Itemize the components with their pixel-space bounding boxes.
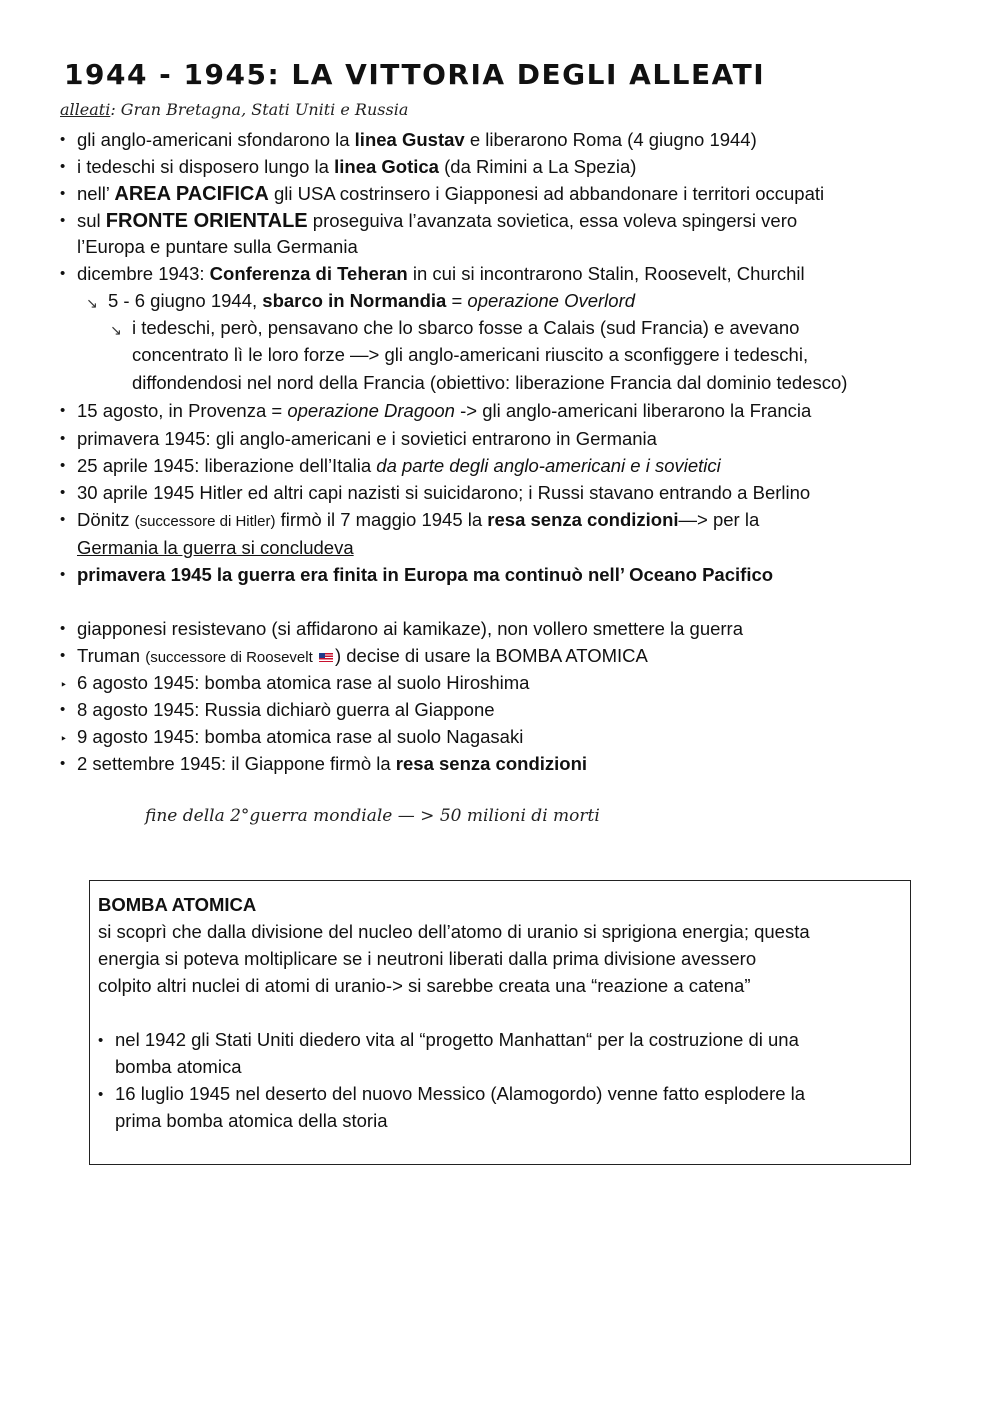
- text-span: 2 settembre 1945: il Giappone firmò la: [77, 753, 396, 774]
- bullet-icon: •: [60, 265, 66, 282]
- sub-item-text: [108, 289, 635, 313]
- sub-item-text: diffondendosi nel nord della Francia (obiettivo: liberazione Francia dal dominio tedesco): [132, 372, 848, 393]
- text-span: dicembre 1943:: [77, 263, 210, 284]
- box-title: BOMBA ATOMICA: [98, 894, 257, 915]
- box-bullet-text: prima bomba atomica della storia: [115, 1110, 388, 1131]
- text-span: gli USA costrinsero i Giapponesi ad abbandonare i territori occupati: [268, 183, 825, 204]
- text-span: in cui si incontrarono Stalin, Roosevelt, Churchil: [407, 263, 805, 284]
- list-item-text: [77, 209, 797, 233]
- list-item-text: [77, 399, 811, 423]
- list-item-text: 8 agosto 1945: Russia dichiarò guerra al Giappone: [77, 699, 495, 720]
- list-item-text: [77, 262, 805, 286]
- list-item-text: [77, 752, 587, 776]
- bullet-icon: •: [98, 1086, 104, 1103]
- bullet-icon: •: [60, 185, 66, 202]
- box-bullet-text: bomba atomica: [115, 1056, 242, 1077]
- underlined-text: Germania la guerra si concludeva: [77, 537, 354, 558]
- list-item-text: [77, 182, 824, 206]
- box-paragraph: energia si poteva moltiplicare se i neutroni liberati dalla prima divisione avessero: [98, 948, 757, 969]
- italic-span: operazione Dragoon: [287, 400, 455, 421]
- list-item-text: primavera 1945: gli anglo-americani e i sovietici entrarono in Germania: [77, 428, 657, 449]
- bullet-icon: •: [60, 430, 66, 447]
- us-flag-icon: [319, 653, 333, 662]
- bold-span: sbarco in Normandia: [262, 290, 447, 311]
- triangle-bullet-icon: ‣: [60, 732, 68, 746]
- small-span: (successore di Hitler): [134, 513, 276, 530]
- text-span: —> per la: [678, 509, 760, 530]
- bullet-icon: •: [60, 620, 66, 637]
- bold-span: linea Gustav: [354, 129, 465, 150]
- bullet-icon: •: [60, 647, 66, 664]
- atomic-bomb-box: [89, 880, 911, 1165]
- small-span: (successore di Roosevelt: [145, 649, 317, 666]
- bullet-icon: •: [60, 457, 66, 474]
- bold-span: AREA PACIFICA: [114, 183, 269, 205]
- box-paragraph: si scoprì che dalla divisione del nucleo dell’atomo di uranio si sprigiona energia; questa: [98, 921, 810, 942]
- text-span: ): [334, 645, 342, 666]
- text-span: Dönitz: [77, 509, 135, 530]
- bullet-icon: •: [60, 402, 66, 419]
- arrow-icon: ↘: [110, 322, 122, 338]
- text-span: 5 - 6 giugno 1944,: [108, 290, 263, 311]
- subtitle-label: alleati: [60, 100, 111, 119]
- list-item-text: l’Europa e puntare sulla Germania: [77, 236, 358, 257]
- bullet-icon: •: [98, 1032, 104, 1049]
- text-span: sul: [77, 210, 106, 231]
- bold-span: linea Gotica: [334, 156, 439, 177]
- bullet-icon: •: [60, 131, 66, 148]
- text-span: firmò il 7 maggio 1945 la: [275, 509, 488, 530]
- bullet-icon: •: [60, 566, 66, 583]
- list-item-text: 9 agosto 1945: bomba atomica rase al suolo Nagasaki: [77, 726, 524, 747]
- text-span: Truman: [77, 645, 146, 666]
- text-span: 25 aprile 1945: liberazione dell’Italia: [77, 455, 377, 476]
- arrow-icon: ↘: [86, 295, 98, 311]
- text-span: e liberarono Roma (4 giugno 1944): [464, 129, 757, 150]
- text-span: gli anglo-americani sfondarono la: [77, 129, 355, 150]
- list-item-text: [77, 508, 759, 534]
- list-item-text: [77, 128, 757, 152]
- text-span: =: [446, 290, 468, 311]
- box-bullet-text: 16 luglio 1945 nel deserto del nuovo Messico (Alamogordo) venne fatto esplodere la: [115, 1083, 806, 1104]
- list-item-text: primavera 1945 la guerra era finita in Europa ma continuò nell’ Oceano Pacifico: [77, 564, 774, 585]
- bullet-icon: •: [60, 484, 66, 501]
- text-span: nell’: [77, 183, 115, 204]
- subtitle-rest: : Gran Bretagna, Stati Uniti e Russia: [110, 100, 409, 119]
- box-bullet-text: nel 1942 gli Stati Uniti diedero vita al “progetto Manhattan“ per la costruzione di una: [115, 1029, 799, 1050]
- italic-span: da parte degli anglo-americani e i sovietici: [376, 455, 721, 476]
- box-paragraph: colpito altri nuclei di atomi di uranio-> si sarebbe creata una “reazione a catena”: [98, 975, 751, 996]
- bullet-icon: •: [60, 755, 66, 772]
- list-item-text: giapponesi resistevano (si affidarono ai kamikaze), non vollero smettere la guerra: [77, 618, 744, 639]
- bullet-icon: •: [60, 511, 66, 528]
- subtitle: [60, 100, 408, 119]
- text-span: 15 agosto, in Provenza =: [77, 400, 288, 421]
- italic-span: operazione Overlord: [467, 290, 636, 311]
- list-item-text: 6 agosto 1945: bomba atomica rase al suolo Hiroshima: [77, 672, 530, 693]
- text-span: decise di usare la BOMBA ATOMICA: [341, 645, 648, 666]
- text-span: -> gli anglo-americani liberarono la Francia: [454, 400, 812, 421]
- sub-item-text: i tedeschi, però, pensavano che lo sbarco fosse a Calais (sud Francia) e avevano: [132, 317, 800, 338]
- sub-item-text: concentrato lì le loro forze —> gli anglo-americani riuscito a sconfiggere i tedeschi,: [132, 344, 809, 365]
- bullet-icon: •: [60, 158, 66, 175]
- bullet-icon: •: [60, 212, 66, 229]
- list-item-text: 30 aprile 1945 Hitler ed altri capi nazisti si suicidarono; i Russi stavano entrando a Berlino: [77, 482, 811, 503]
- text-span: proseguiva l’avanzata sovietica, essa voleva spingersi vero: [307, 210, 798, 231]
- list-item-text: [77, 454, 721, 478]
- triangle-bullet-icon: ‣: [60, 678, 68, 692]
- bold-span: FRONTE ORIENTALE: [105, 210, 308, 232]
- bullet-icon: •: [60, 701, 66, 718]
- text-span: i tedeschi si disposero lungo la: [77, 156, 335, 177]
- closing-note: fine della 2°guerra mondiale — > 50 milioni di morti: [145, 806, 600, 826]
- bold-span: resa senza condizioni: [487, 509, 679, 530]
- list-item-text: [77, 155, 636, 179]
- list-item-text: [77, 644, 648, 670]
- bold-span: Conferenza di Teheran: [209, 263, 408, 284]
- page-title: 1944 - 1945: LA VITTORIA DEGLI ALLEATI: [64, 58, 766, 91]
- bold-span: resa senza condizioni: [395, 753, 588, 774]
- text-span: (da Rimini a La Spezia): [438, 156, 637, 177]
